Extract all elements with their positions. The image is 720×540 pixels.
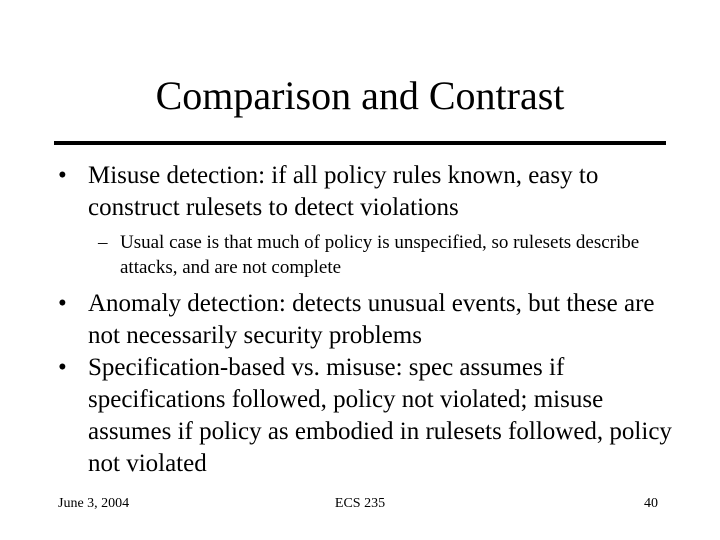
bullet-specification-based <box>58 352 678 480</box>
footer-page-number: 40 <box>644 496 658 511</box>
bullet-marker: • <box>58 354 67 381</box>
sub-bullet-usual-case <box>58 230 678 280</box>
bullet-marker: • <box>58 290 67 317</box>
slide-content <box>58 160 678 480</box>
bullet-text: Specification-based vs. misuse: spec assumes if specifications followed, policy not violated; misuse assumes if policy as embodied in rulesets followed, policy not violated <box>88 354 672 477</box>
bullet-marker: • <box>58 162 67 189</box>
footer-course: ECS 235 <box>334 496 386 511</box>
slide-title: Comparison and Contrast <box>155 73 565 118</box>
footer-date: June 3, 2004 <box>58 496 130 511</box>
sub-bullet-marker: – <box>98 232 108 253</box>
bullet-text: Misuse detection: if all policy rules known, easy to construct rulesets to detect violations <box>88 162 599 221</box>
bullet-misuse-detection <box>58 160 678 224</box>
bullet-text: Anomaly detection: detects unusual events, but these are not necessarily security problems <box>88 290 655 349</box>
bullet-anomaly-detection <box>58 288 678 352</box>
title-divider <box>54 141 666 145</box>
sub-bullet-text: Usual case is that much of policy is unspecified, so rulesets describe attacks, and are not complete <box>120 232 640 278</box>
